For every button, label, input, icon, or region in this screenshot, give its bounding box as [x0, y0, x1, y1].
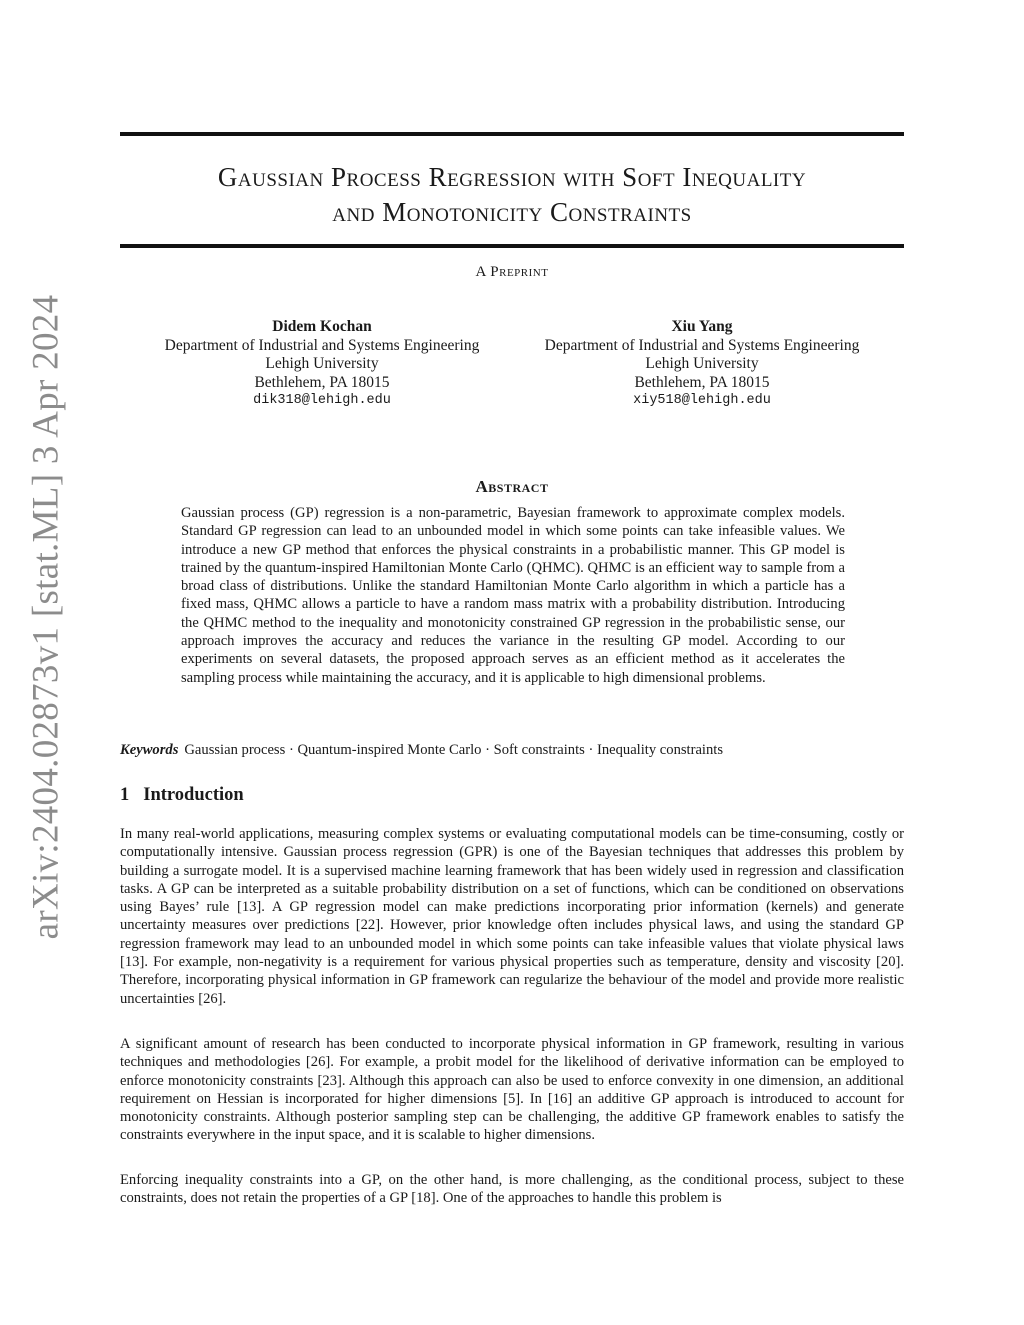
- author-block-1: [132, 318, 512, 411]
- abstract-heading: Abstract: [475, 477, 549, 496]
- author-name: Didem Kochan: [272, 318, 372, 335]
- preprint-label: A Preprint: [475, 264, 549, 280]
- keywords-label: Keywords: [120, 742, 179, 758]
- section-heading: [120, 785, 904, 806]
- keywords-text: Gaussian process · Quantum-inspired Monte Carlo · Soft constraints · Inequality constraints: [184, 742, 724, 758]
- author-department: Department of Industrial and Systems Engineering: [544, 336, 860, 354]
- author-university: Lehigh University: [645, 355, 759, 372]
- author-location: Bethlehem, PA 18015: [634, 373, 770, 391]
- section-number: 1: [120, 785, 130, 805]
- section-title: Introduction: [143, 785, 244, 805]
- abstract-text: Gaussian process (GP) regression is a non-parametric, Bayesian framework to approximate complex models. Standard GP regression can lead to an unbounded model in which some points can take infeasible values. We introduce a new GP method that enforces the physical constraints in a probabilistic manner. This GP model is trained by the quantum-inspired Hamiltonian Monte Carlo (QHMC). QHMC is an efficient way to sample from a broad class of distributions. Unlike the standard Hamiltonian Monte Carlo algorithm in which a particle has a fixed mass, QHMC allows a particle to have a random mass matrix with a probability distribution. Introducing the QHMC method to the inequality and monotonicity constrained GP regression in the probabilistic sense, our approach improves the accuracy and reduces the variance in the resulting GP model. According to our experiments on several datasets, the proposed approach serves as an efficient method as it accelerates the sampling process while maintaining the accuracy, and it is applicable to high dimensional problems.: [181, 505, 845, 686]
- title-top-rule: [120, 132, 904, 136]
- body-paragraph-2: A significant amount of research has been conducted to incorporate physical information in GP framework, resulting in various techniques and methodologies [26]. For example, a probit model for the likelihood of derivative information can be employed to enforce monotonicity constraints [23]. Although this approach can also be used to enforce convexity in one dimension, an additional requirement on Hessian is incorporated for higher dimensions [5]. In [16] an additive GP approach is introduced to account for monotonicity constraints. Although posterior sampling step can be challenging, the additive GP framework enables to satisfy the constraints everywhere in the input space, and it is scalable to higher dimensions.: [120, 1036, 904, 1144]
- author-location: Bethlehem, PA 18015: [254, 373, 390, 391]
- body-paragraph-1: In many real-world applications, measuring complex systems or evaluating computational models can be time-consuming, costly or computationally intensive. Gaussian process regression (GPR) is one of the Bayesian techniques that addresses this problem by building a surrogate model. It is a supervised machine learning framework that has been widely used in regression and classification tasks. A GP can be interpreted as a suitable probability distribution on a set of functions, which can be conditioned on observations using Bayes’ rule [13]. A GP regression model can make predictions incorporating prior information (kernels) and generate uncertainty measures over predictions [22]. However, prior knowledge often includes physical laws, and using the standard GP regression framework may lead to an unbounded model in which some points can take infeasible values that violate physical laws [13]. For example, non-negativity is a requirement for various physical properties such as temperature, density and viscosity [20]. Therefore, incorporating physical information in GP framework can regularize the behaviour of the model and provide more realistic uncertainties [26].: [120, 826, 904, 1007]
- title-bottom-rule: [120, 244, 904, 248]
- author-block-2: [512, 318, 892, 411]
- author-name: Xiu Yang: [671, 318, 733, 335]
- keywords-line: [120, 741, 904, 759]
- paper-title: [120, 160, 904, 230]
- author-email[interactable]: xiy518@lehigh.edu: [633, 393, 771, 408]
- paper-title-line-1: Gaussian Process Regression with Soft Inequality: [217, 162, 807, 192]
- author-university: Lehigh University: [265, 355, 379, 372]
- body-paragraph-3: Enforcing inequality constraints into a GP, on the other hand, is more challenging, as the conditional process, subject to these constraints, does not retain the properties of a GP [18]. One of the approaches to handle this problem is: [120, 1172, 904, 1207]
- author-department: Department of Industrial and Systems Engineering: [164, 336, 480, 354]
- paper-title-line-2: and Monotonicity Constraints: [332, 197, 692, 227]
- author-email[interactable]: dik318@lehigh.edu: [253, 393, 391, 408]
- arxiv-identifier: arXiv:2404.02873v1 [stat.ML] 3 Apr 2024: [25, 294, 67, 940]
